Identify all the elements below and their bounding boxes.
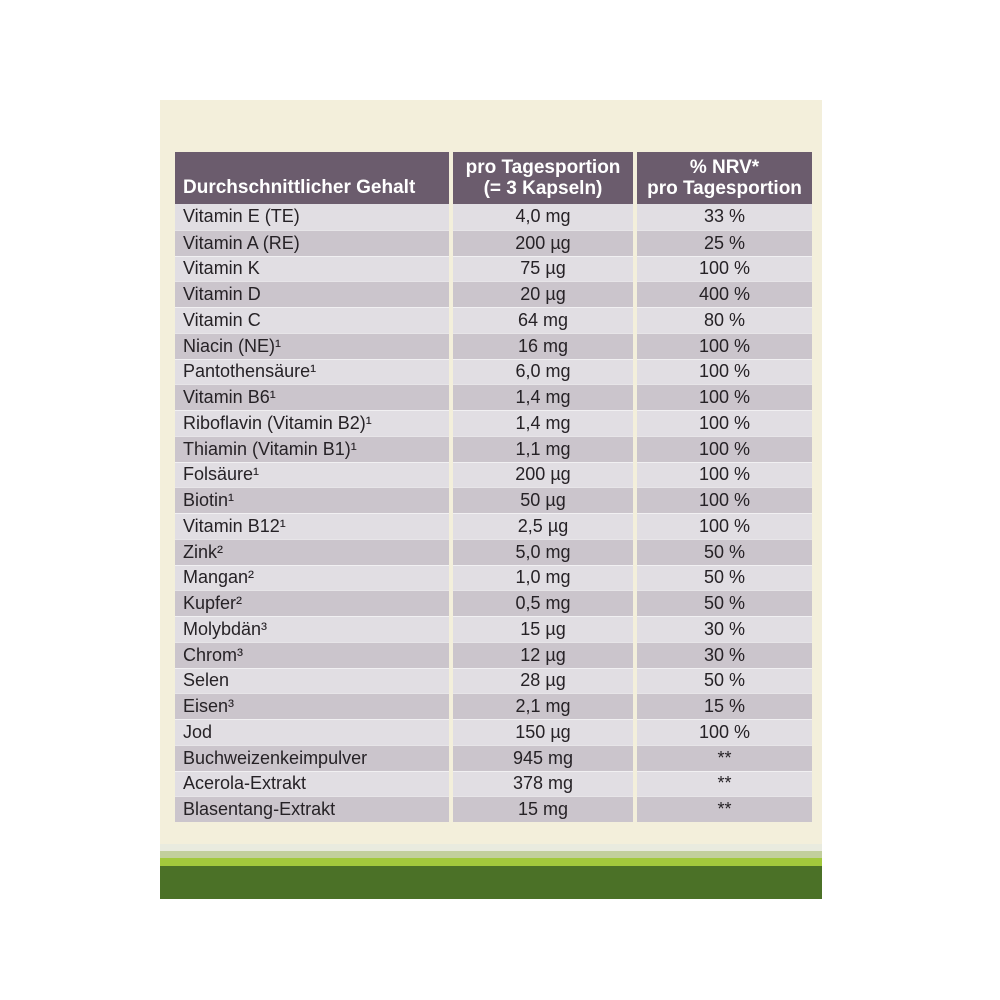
amount-cell: 12 µg: [453, 642, 633, 668]
pale-green-stripe: [160, 844, 822, 851]
nrv-cell: 100 %: [637, 410, 812, 436]
nutrient-name-cell: Vitamin C: [175, 307, 449, 333]
table-row: [175, 256, 812, 282]
nutrient-name-cell: Kupfer²: [175, 590, 449, 616]
amount-cell: 1,4 mg: [453, 384, 633, 410]
amount-cell: 5,0 mg: [453, 539, 633, 565]
table-row: [175, 384, 812, 410]
nrv-cell: 100 %: [637, 359, 812, 385]
nrv-cell: 100 %: [637, 462, 812, 488]
nrv-cell: 15 %: [637, 693, 812, 719]
nutrient-name-cell: Blasentang-Extrakt: [175, 796, 449, 822]
table-row: [175, 565, 812, 591]
nrv-cell: 25 %: [637, 230, 812, 256]
nrv-cell: 30 %: [637, 616, 812, 642]
nrv-cell: 50 %: [637, 668, 812, 694]
amount-cell: 2,1 mg: [453, 693, 633, 719]
nrv-cell: 80 %: [637, 307, 812, 333]
nutrient-name-cell: Selen: [175, 668, 449, 694]
nutrient-name-cell: Thiamin (Vitamin B1)¹: [175, 436, 449, 462]
table-row: [175, 693, 812, 719]
header-average-content: Durchschnittlicher Gehalt: [175, 152, 449, 204]
amount-cell: 945 mg: [453, 745, 633, 771]
nutrient-name-cell: Eisen³: [175, 693, 449, 719]
table-row: [175, 796, 812, 822]
header-per-daily-portion-line1: pro Tagesportion: [465, 157, 621, 178]
table-header-row: [175, 152, 812, 204]
amount-cell: 50 µg: [453, 487, 633, 513]
bright-green-stripe: [160, 858, 822, 866]
sage-green-stripe: [160, 851, 822, 858]
table-row: [175, 616, 812, 642]
nutrient-name-cell: Vitamin A (RE): [175, 230, 449, 256]
nutrient-name-cell: Niacin (NE)¹: [175, 333, 449, 359]
header-nrv-percent-line2: pro Tagesportion: [647, 178, 802, 199]
table-row: [175, 410, 812, 436]
amount-cell: 1,0 mg: [453, 565, 633, 591]
nutrient-name-cell: Riboflavin (Vitamin B2)¹: [175, 410, 449, 436]
amount-cell: 64 mg: [453, 307, 633, 333]
header-nrv-percent-line1: % NRV*: [689, 157, 760, 178]
table-body: [175, 204, 812, 822]
amount-cell: 1,4 mg: [453, 410, 633, 436]
table-row: [175, 487, 812, 513]
nrv-cell: **: [637, 745, 812, 771]
table-row: [175, 642, 812, 668]
nrv-cell: 100 %: [637, 719, 812, 745]
nrv-cell: 100 %: [637, 513, 812, 539]
header-nrv-percent: [637, 152, 812, 204]
nrv-cell: **: [637, 771, 812, 797]
amount-cell: 6,0 mg: [453, 359, 633, 385]
amount-cell: 378 mg: [453, 771, 633, 797]
table-row: [175, 590, 812, 616]
table-row: [175, 719, 812, 745]
table-row: [175, 333, 812, 359]
nutrient-name-cell: Zink²: [175, 539, 449, 565]
table-row: [175, 771, 812, 797]
nutrient-name-cell: Vitamin K: [175, 256, 449, 282]
nutrient-name-cell: Vitamin D: [175, 281, 449, 307]
table-row: [175, 436, 812, 462]
amount-cell: 200 µg: [453, 230, 633, 256]
nrv-cell: 100 %: [637, 384, 812, 410]
nrv-cell: **: [637, 796, 812, 822]
table-row: [175, 462, 812, 488]
amount-cell: 1,1 mg: [453, 436, 633, 462]
nrv-cell: 30 %: [637, 642, 812, 668]
amount-cell: 2,5 µg: [453, 513, 633, 539]
header-per-daily-portion: [453, 152, 633, 204]
amount-cell: 15 µg: [453, 616, 633, 642]
amount-cell: 0,5 mg: [453, 590, 633, 616]
nutrient-name-cell: Jod: [175, 719, 449, 745]
nutrient-name-cell: Chrom³: [175, 642, 449, 668]
nutrient-name-cell: Buchweizenkeimpulver: [175, 745, 449, 771]
nutrient-name-cell: Molybdän³: [175, 616, 449, 642]
nutrient-name-cell: Pantothensäure¹: [175, 359, 449, 385]
amount-cell: 150 µg: [453, 719, 633, 745]
table-row: [175, 668, 812, 694]
table-row: [175, 281, 812, 307]
nutrient-name-cell: Biotin¹: [175, 487, 449, 513]
amount-cell: 16 mg: [453, 333, 633, 359]
table-row: [175, 204, 812, 230]
nrv-cell: 100 %: [637, 333, 812, 359]
nrv-cell: 33 %: [637, 204, 812, 230]
nrv-cell: 50 %: [637, 590, 812, 616]
nrv-cell: 100 %: [637, 256, 812, 282]
header-per-daily-portion-line2: (= 3 Kapseln): [483, 178, 603, 199]
table-row: [175, 230, 812, 256]
nutrient-name-cell: Mangan²: [175, 565, 449, 591]
nutrition-facts-table: [175, 152, 812, 822]
amount-cell: 200 µg: [453, 462, 633, 488]
amount-cell: 15 mg: [453, 796, 633, 822]
dark-green-stripe: [160, 866, 822, 899]
table-row: [175, 539, 812, 565]
table-row: [175, 359, 812, 385]
table-row: [175, 513, 812, 539]
nrv-cell: 100 %: [637, 436, 812, 462]
table-row: [175, 745, 812, 771]
nrv-cell: 100 %: [637, 487, 812, 513]
nutrient-name-cell: Acerola-Extrakt: [175, 771, 449, 797]
nrv-cell: 50 %: [637, 565, 812, 591]
nrv-cell: 400 %: [637, 281, 812, 307]
nutrient-name-cell: Vitamin B6¹: [175, 384, 449, 410]
amount-cell: 75 µg: [453, 256, 633, 282]
nutrient-name-cell: Vitamin E (TE): [175, 204, 449, 230]
nutrient-name-cell: Vitamin B12¹: [175, 513, 449, 539]
nrv-cell: 50 %: [637, 539, 812, 565]
amount-cell: 20 µg: [453, 281, 633, 307]
amount-cell: 4,0 mg: [453, 204, 633, 230]
table-row: [175, 307, 812, 333]
amount-cell: 28 µg: [453, 668, 633, 694]
nutrient-name-cell: Folsäure¹: [175, 462, 449, 488]
